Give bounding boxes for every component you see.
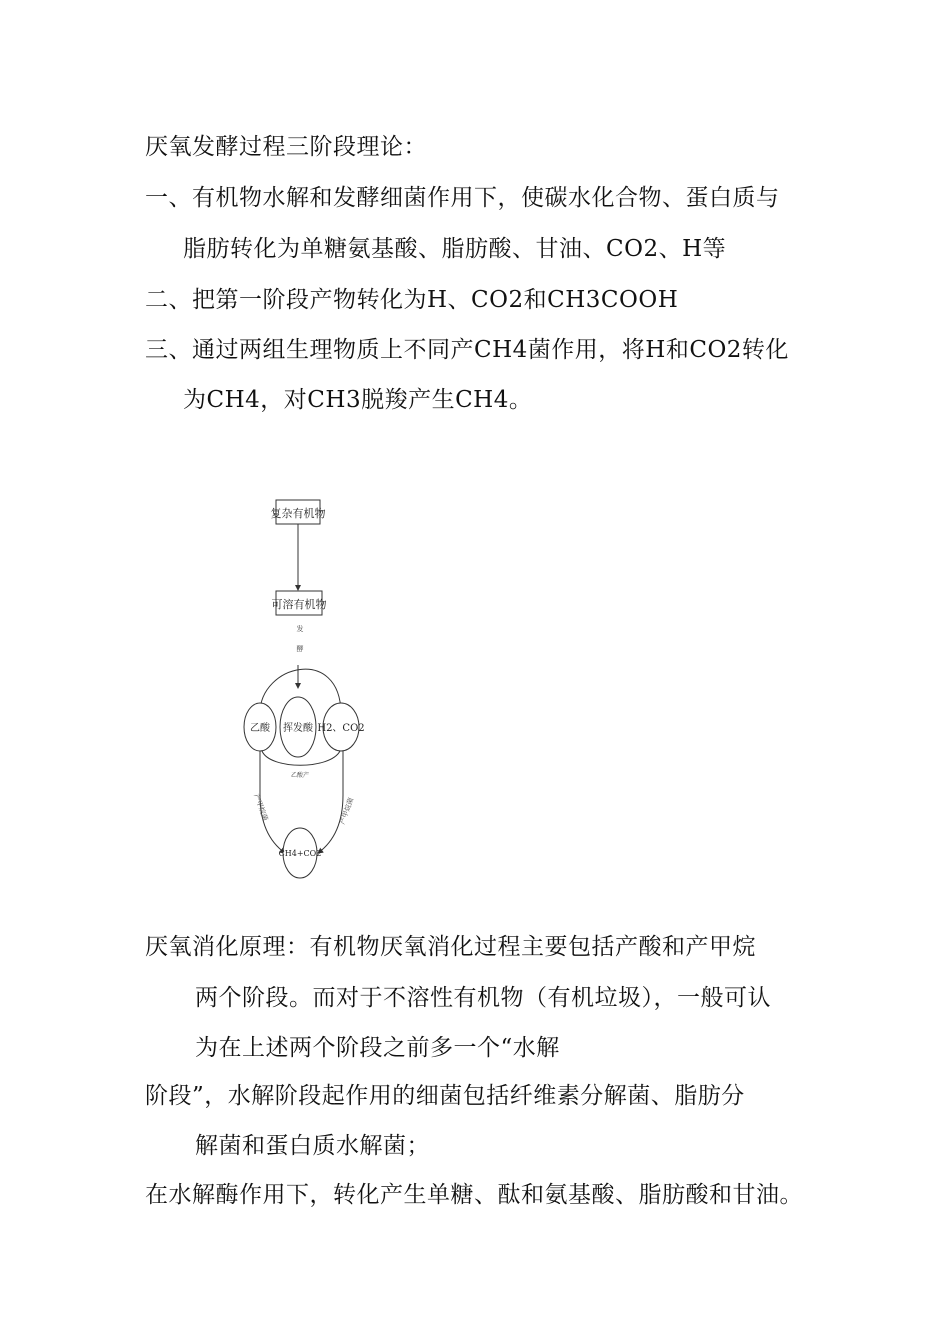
principle-line-5: 解菌和蛋白质水解菌； — [195, 1133, 430, 1159]
soluble-organics-label: 可溶有机物 — [271, 598, 327, 611]
volatile-acid-label: 挥发酸 — [283, 723, 313, 734]
principle-line-2: 两个阶段。而对于不溶性有机物（有机垃圾），一般可认 — [195, 985, 771, 1011]
stage-one-line-2: 脂肪转化为单糖氨基酸、脂肪酸、甘油、CO2、H等 — [183, 236, 727, 262]
ferment-label-1: 发 — [296, 625, 304, 633]
anaerobic-process-diagram — [240, 495, 380, 885]
acetogen-label: 乙酸产 — [290, 772, 310, 779]
acetic-acid-label: 乙酸 — [250, 723, 270, 734]
right-methanogen-label: 产甲烷菌 — [338, 796, 356, 826]
principle-line-6: 在水解酶作用下，转化产生单糖、酞和氨基酸、脂肪酸和甘油。 — [145, 1182, 803, 1208]
diagram-svg — [240, 495, 380, 885]
principle-line-3: 为在上述两个阶段之前多一个“水解 — [195, 1035, 560, 1061]
principle-line-1: 厌氧消化原理：有机物厌氧消化过程主要包括产酸和产甲烷 — [145, 934, 756, 960]
stage-two-line: 二、把第一阶段产物转化为H、CO2和CH3COOH — [145, 287, 679, 313]
left-methanogen-label: 产甲烷菌 — [252, 792, 270, 822]
methane-product-label: CH4+CO2 — [278, 849, 322, 858]
stage-three-line-1: 三、通过两组生理物质上不同产CH4菌作用，将H和CO2转化 — [145, 337, 789, 363]
principle-line-4: 阶段”，水解阶段起作用的细菌包括纤维素分解菌、脂肪分 — [145, 1083, 745, 1109]
stage-three-line-2: 为CH4，对CH3脱羧产生CH4。 — [183, 387, 533, 413]
right-methanogen-arrow — [318, 751, 343, 853]
section-heading: 厌氧发酵过程三阶段理论： — [145, 134, 427, 160]
ferment-label-2: 酵 — [296, 645, 304, 653]
h2-co2-label: H2、CO2 — [317, 723, 365, 734]
stage-one-line-1: 一、有机物水解和发酵细菌作用下，使碳水化合物、蛋白质与 — [145, 185, 780, 211]
complex-organics-label: 复杂有机物 — [270, 507, 326, 520]
